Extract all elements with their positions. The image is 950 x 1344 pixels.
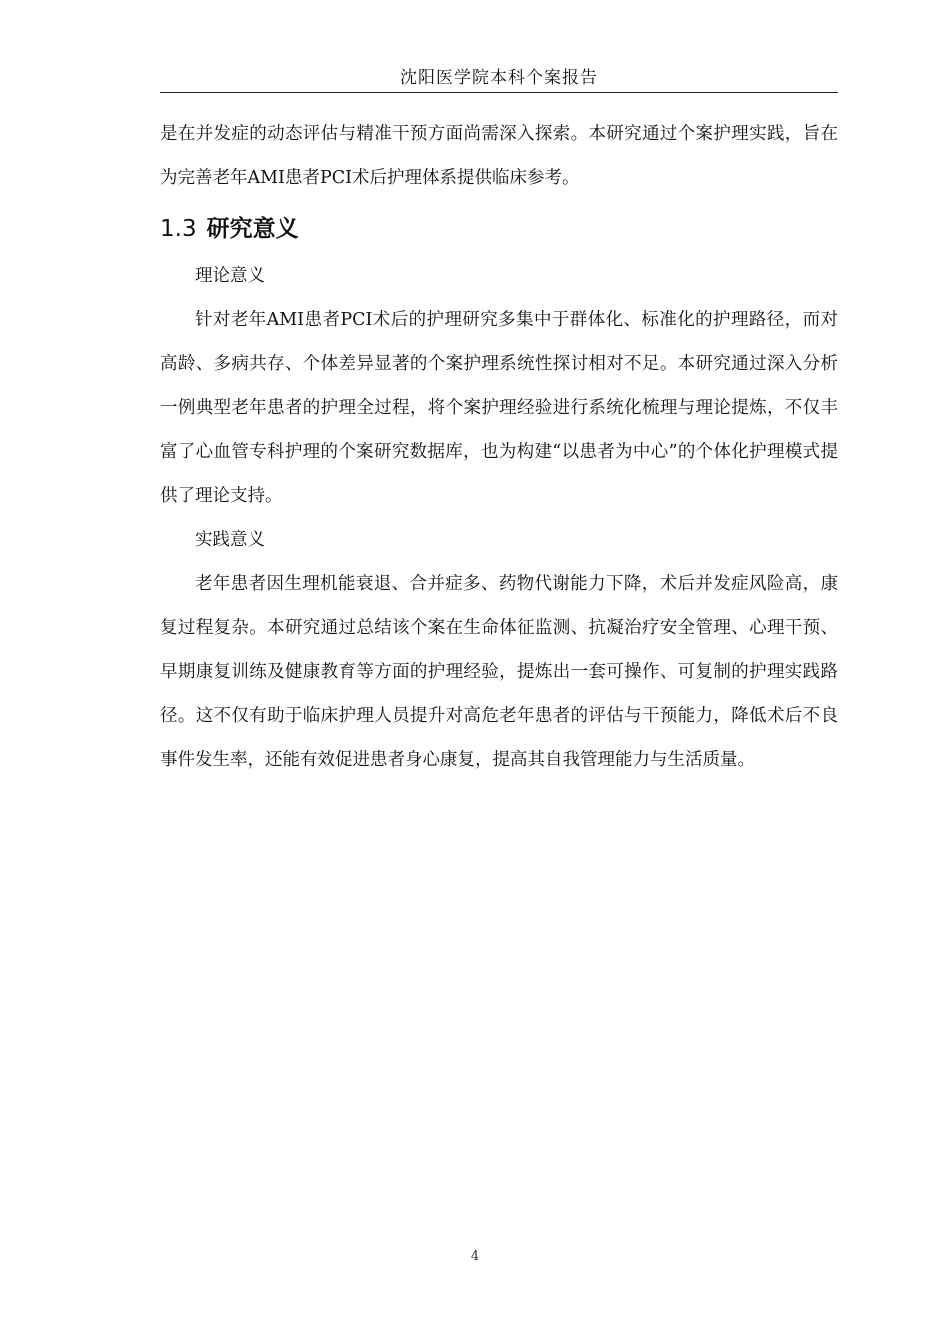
practice-subheading: 实践意义: [195, 530, 265, 550]
section-number: 1.3: [160, 216, 197, 242]
practice-paragraph: 老年患者因生理机能衰退、合并症多、药物代谢能力下降，术后并发症风险高，康复过程复杂。本研究通过总结该个案在生命体征监测、抗凝治疗安全管理、心理干预、早期康复训练及健康教育等方面的护理经验，提炼出一套可操作、可复制的护理实践路径。这不仅有助于临床护理人员提升对高危老年患者的评估与干预能力，降低术后不良事件发生率，还能有效促进患者身心康复，提高其自我管理能力与生活质量。: [160, 574, 838, 770]
theory-paragraph: 针对老年AMI患者PCI术后的护理研究多集中于群体化、标准化的护理路径，而对高龄、多病共存、个体差异显著的个案护理系统性探讨相对不足。本研究通过深入分析一例典型老年患者的护理全过程，将个案护理经验进行系统化梳理与理论提炼，不仅丰富了心血管专科护理的个案研究数据库，也为构建“以患者为中心”的个体化护理模式提供了理论支持。: [160, 310, 838, 506]
page-number: 4: [470, 1249, 480, 1264]
running-header: 沈阳医学院本科个案报告: [400, 68, 598, 88]
header-rule: [160, 92, 838, 93]
theory-subheading: 理论意义: [195, 266, 265, 286]
section-heading: [160, 204, 838, 254]
continuation-paragraph: 是在并发症的动态评估与精准干预方面尚需深入探索。本研究通过个案护理实践，旨在为完善老年AMI患者PCI术后护理体系提供临床参考。: [160, 124, 838, 188]
page-content: [160, 112, 838, 782]
section-title: 研究意义: [206, 216, 299, 242]
